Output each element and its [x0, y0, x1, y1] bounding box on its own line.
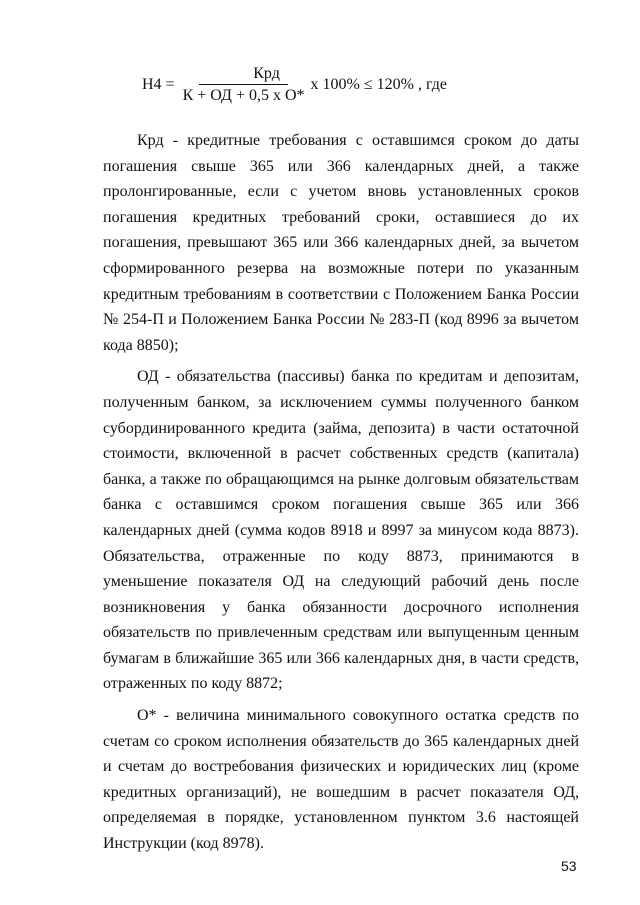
formula-rhs: х 100% ≤ 120% , где — [310, 76, 447, 93]
paragraph-o-star: О* - величина минимального совокупного остатка средств по счетам со сроком исполнения обязательств до 365 календарных дней и счетам до востребования физических и юридических лиц (кроме кредитных организаций), не вошедшим в расчет показателя ОД, определяемая в порядке, установленном пунктом 3.6 настоящей Инструкции (код 8978). — [103, 707, 579, 853]
page-number: 53 — [561, 858, 577, 874]
paragraph-od: ОД - обязательства (пассивы) банка по кредитам и депозитам, полученным банком, за исключением суммы полученного банком субординированного кредита (займа, депозита) в части остаточной стоимости, включенной в расчет собственных средств (капитала) банка, а также по обращающимся на рынке долговым обязательствам банка с оставшимся сроком погашения свыше 365 или 366 календарных дней (сумма кодов 8918 и 8997 за минусом кода 8873). Обязательства, отраженные по коду 8873, принимаются в уменьшение показателя ОД на следующий рабочий день после возникновения у банка обязанности досрочного исполнения обязательств по привлеченным средствам или выпущенным ценным бумагам в ближайшие 365 или 366 календарных дня, в части средств, отраженных по коду 8872; — [103, 368, 579, 693]
formula-lhs: Н4 = — [142, 76, 175, 93]
paragraph-krd: Крд - кредитные требования с оставшимся сроком до даты погашения свыше 365 или 366 календарных дней, а также пролонгированные, если с учетом вновь установленных сроков погашения кредитных требований сроки, оставшиеся до их погашения, превышают 365 или 366 календарных дней, за вычетом сформированного резерва на возможные потери по указанным кредитным требованиям в соответствии с Положением Банка России № 254-П и Положением Банка России № 283-П (код 8996 за вычетом кода 8850); — [103, 132, 579, 354]
formula-fraction — [183, 65, 305, 105]
formula-n4 — [142, 60, 447, 110]
formula-denominator: К + ОД + 0,5 х О* — [182, 87, 305, 104]
formula-numerator: Крд — [199, 65, 288, 85]
body-text — [103, 128, 579, 857]
